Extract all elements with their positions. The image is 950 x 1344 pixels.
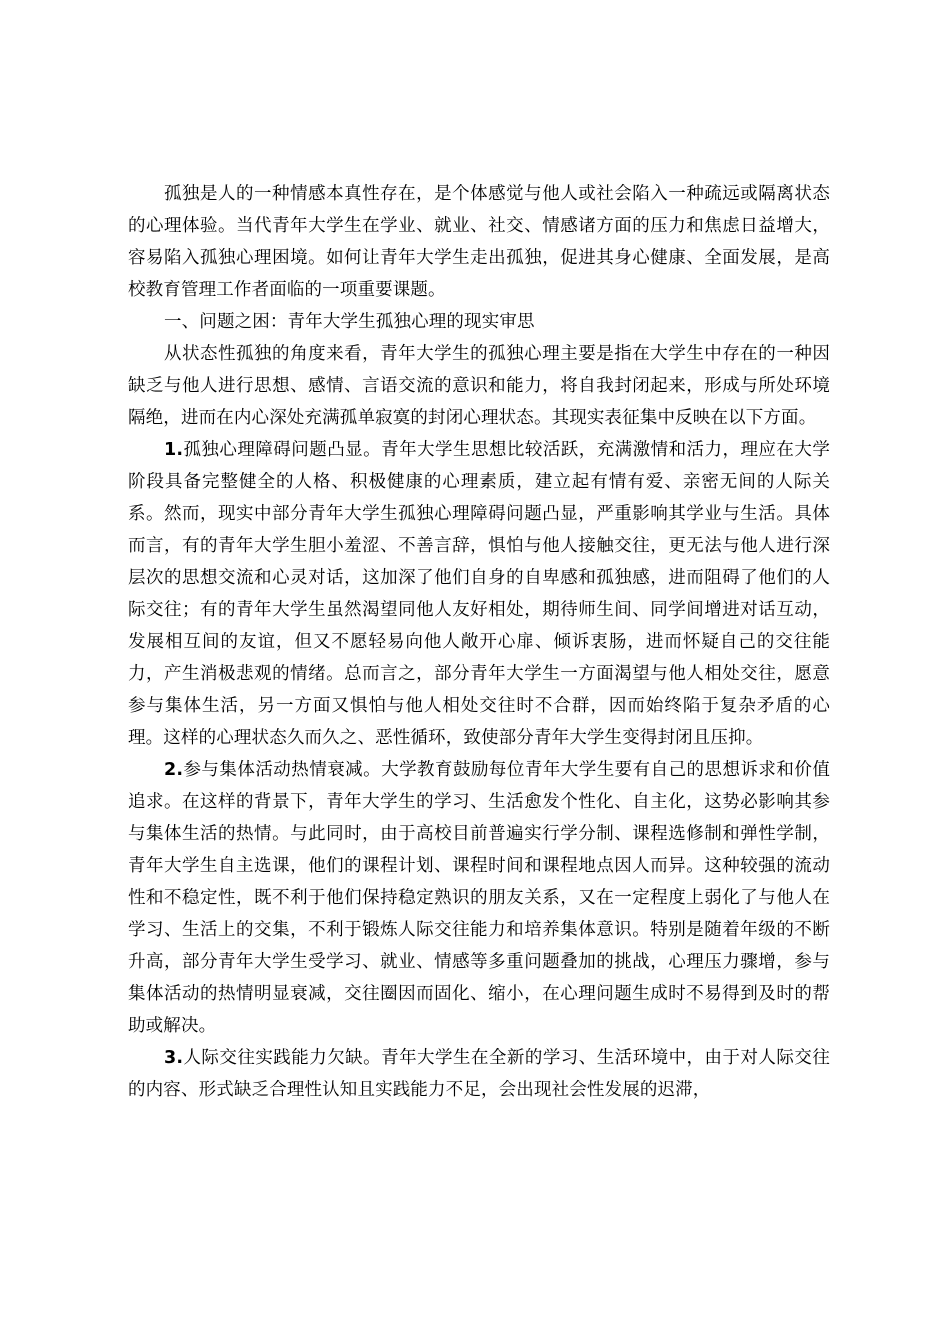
paragraph-overview: 从状态性孤独的角度来看，青年大学生的孤独心理主要是指在大学生中存在的一种因缺乏与他人进行思想、感情、言语交流的意识和能力，将自我封闭起来，形成与所处环境隔绝，进而在内心深处充满孤单寂寞的封闭心理状态。其现实表征集中反映在以下方面。 <box>128 344 830 428</box>
paragraph-point-1 <box>128 434 830 754</box>
point-number-1: 1. <box>164 440 184 460</box>
point-text-2: 参与集体活动热情衰减。大学教育鼓励每位青年大学生要有自己的思想诉求和价值追求。在这样的背景下，青年大学生的学习、生活愈发个性化、自主化，这势必影响其参与集体生活的热情。与此同时，由于高校目前普遍实行学分制、课程选修制和弹性学制，青年大学生自主选课，他们的课程计划、课程时间和课程地点因人而异。这种较强的流动性和不稳定性，既不利于他们保持稳定熟识的朋友关系，又在一定程度上弱化了与他人在学习、生活上的交集，不利于锻炼人际交往能力和培养集体意识。特别是随着年级的不断升高，部分青年大学生受学习、就业、情感等多重问题叠加的挑战，心理压力骤增，参与集体活动的热情明显衰减，交往圈因而固化、缩小，在心理问题生成时不易得到及时的帮助或解决。 <box>128 760 830 1036</box>
paragraph-intro: 孤独是人的一种情感本真性存在，是个体感觉与他人或社会陷入一种疏远或隔离状态的心理体验。当代青年大学生在学业、就业、社交、情感诸方面的压力和焦虑日益增大，容易陷入孤独心理困境。如何让青年大学生走出孤独，促进其身心健康、全面发展，是高校教育管理工作者面临的一项重要课题。 <box>128 184 830 300</box>
point-number-2: 2. <box>164 760 184 780</box>
paragraph-point-3 <box>128 1042 830 1106</box>
point-text-3: 人际交往实践能力欠缺。青年大学生在全新的学习、生活环境中，由于对人际交往的内容、形式缺乏合理性认知且实践能力不足，会出现社会性发展的迟滞， <box>128 1048 830 1100</box>
section-heading-1: 一、问题之困：青年大学生孤独心理的现实审思 <box>164 312 535 332</box>
paragraph-point-2 <box>128 754 830 1042</box>
point-text-1: 孤独心理障碍问题凸显。青年大学生思想比较活跃，充满激情和活力，理应在大学阶段具备完整健全的人格、积极健康的心理素质，建立起有情有爱、亲密无间的人际关系。然而，现实中部分青年大学生孤独心理障碍问题凸显，严重影响其学业与生活。具体而言，有的青年大学生胆小羞涩、不善言辞，惧怕与他人接触交往，更无法与他人进行深层次的思想交流和心灵对话，这加深了他们自身的自卑感和孤独感，进而阻碍了他们的人际交往；有的青年大学生虽然渴望同他人友好相处，期待师生间、同学间增进对话互动，发展相互间的友谊，但又不愿轻易向他人敞开心扉、倾诉衷肠，进而怀疑自己的交往能力，产生消极悲观的情绪。总而言之，部分青年大学生一方面渴望与他人相处交往，愿意参与集体生活，另一方面又惧怕与他人相处交往时不合群，因而始终陷于复杂矛盾的心理。这样的心理状态久而久之、恶性循环，致使部分青年大学生变得封闭且压抑。 <box>128 440 830 748</box>
document-body <box>128 178 830 1106</box>
point-number-3: 3. <box>164 1048 184 1068</box>
